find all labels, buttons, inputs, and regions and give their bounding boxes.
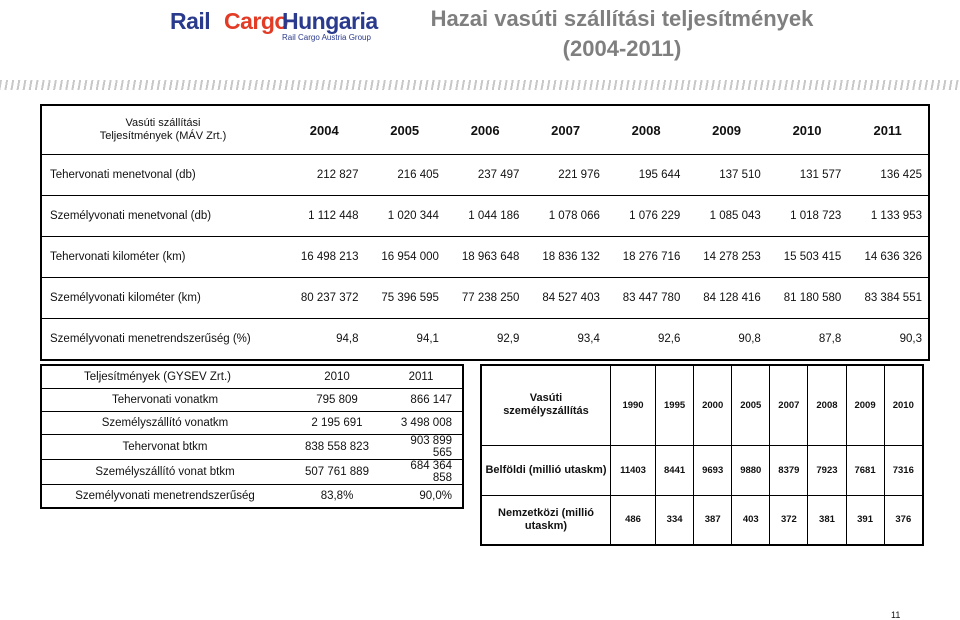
page-title-line1: Hazai vasúti szállítási teljesítmények (430, 6, 814, 31)
table-cell: 403 (732, 495, 770, 545)
table-header-label (41, 105, 284, 155)
table-cell: 18 963 648 (445, 237, 525, 278)
table-cell: 80 237 372 (284, 278, 364, 319)
page-title-line2: (2004-2011) (562, 36, 682, 61)
row-label: Személyvonati menetvonal (db) (41, 196, 284, 237)
table-cell: 195 644 (606, 155, 686, 196)
table-cell: 136 425 (847, 155, 929, 196)
table-cell: 212 827 (284, 155, 364, 196)
logo-subtitle: Rail Cargo Austria Group (282, 33, 371, 42)
table-cell: 1 044 186 (445, 196, 525, 237)
gysev-performance-table (40, 364, 464, 509)
header-label-line1: Vasúti szállítási (125, 117, 201, 129)
page-number: 11 (891, 610, 901, 620)
table-cell: 14 636 326 (847, 237, 929, 278)
table-cell: 2 195 691 (288, 412, 386, 435)
year-header: 2010 (288, 365, 386, 389)
table-cell: 391 (846, 495, 884, 545)
table-cell: 216 405 (364, 155, 444, 196)
header-label-line2: Teljesítmények (MÁV Zrt.) (99, 130, 227, 142)
row-label-line1: Belföldi (millió utaskm) (485, 463, 607, 476)
mav-performance-table (40, 104, 930, 361)
table-cell: 684 364 858 (386, 460, 463, 485)
table-cell: 486 (611, 495, 656, 545)
table-header-label (481, 365, 611, 445)
row-label: Tehervonati vonatkm (41, 389, 288, 412)
table-cell: 77 238 250 (445, 278, 525, 319)
logo-hungaria-text: Hungaria (282, 8, 378, 34)
table-cell: 507 761 889 (288, 460, 386, 485)
table-cell: 237 497 (445, 155, 525, 196)
table-cell: 94,1 (364, 319, 444, 361)
table-cell: 3 498 008 (386, 412, 463, 435)
table-row (41, 155, 929, 196)
table-row (41, 278, 929, 319)
year-header: 1990 (611, 365, 656, 445)
year-header: 2011 (847, 105, 929, 155)
year-header: 2005 (364, 105, 444, 155)
table-cell: 838 558 823 (288, 435, 386, 460)
table-cell: 7923 (808, 445, 846, 495)
table-cell: 1 085 043 (686, 196, 766, 237)
table-row (41, 435, 463, 460)
table-cell: 92,6 (606, 319, 686, 361)
row-label: Személyszállító vonatkm (41, 412, 288, 435)
table-cell: 1 020 344 (364, 196, 444, 237)
table-cell: 87,8 (767, 319, 847, 361)
table-cell: 93,4 (525, 319, 605, 361)
row-label-line1: Nemzetközi (millió (498, 506, 594, 519)
table-cell: 84 527 403 (525, 278, 605, 319)
table-header-row (481, 365, 923, 445)
table-cell: 9693 (694, 445, 732, 495)
logo-rail-text: Rail (170, 8, 211, 34)
row-label: Személyvonati kilométer (km) (41, 278, 284, 319)
table-row (481, 445, 923, 495)
table-header-label: Teljesítmények (GYSEV Zrt.) (41, 365, 288, 389)
table-cell: 795 809 (288, 389, 386, 412)
year-header: 2006 (445, 105, 525, 155)
table-cell: 90,8 (686, 319, 766, 361)
table-cell: 334 (656, 495, 694, 545)
table-cell: 7316 (884, 445, 923, 495)
table-cell: 381 (808, 495, 846, 545)
table-cell: 16 954 000 (364, 237, 444, 278)
table-cell: 14 278 253 (686, 237, 766, 278)
table-cell: 1 078 066 (525, 196, 605, 237)
row-label: Személyvonati menetrendszerűség (%) (41, 319, 284, 361)
table-row (481, 495, 923, 545)
year-header: 2011 (386, 365, 463, 389)
row-label: Személyvonati menetrendszerűség (41, 485, 288, 509)
page-title (392, 4, 852, 64)
row-label: Tehervonat btkm (41, 435, 288, 460)
table-cell: 15 503 415 (767, 237, 847, 278)
row-label-line2: utaskm) (524, 519, 568, 532)
table-cell: 83 447 780 (606, 278, 686, 319)
table-cell: 387 (694, 495, 732, 545)
table-cell: 1 112 448 (284, 196, 364, 237)
table-cell: 1 076 229 (606, 196, 686, 237)
year-header: 2010 (767, 105, 847, 155)
table-cell: 131 577 (767, 155, 847, 196)
table-cell: 18 276 716 (606, 237, 686, 278)
table-cell: 83,8% (288, 485, 386, 509)
year-header: 2008 (606, 105, 686, 155)
table-cell: 372 (770, 495, 808, 545)
row-label (481, 495, 611, 545)
table-cell: 11403 (611, 445, 656, 495)
year-header: 2009 (686, 105, 766, 155)
table-cell: 16 498 213 (284, 237, 364, 278)
header-label-line1: Vasúti (529, 392, 563, 405)
table-header-row (41, 105, 929, 155)
table-cell: 90,3 (847, 319, 929, 361)
table-cell: 94,8 (284, 319, 364, 361)
table-cell: 8441 (656, 445, 694, 495)
year-header: 2004 (284, 105, 364, 155)
table-cell: 83 384 551 (847, 278, 929, 319)
passenger-transport-table (480, 364, 924, 546)
table-cell: 1 018 723 (767, 196, 847, 237)
table-cell: 8379 (770, 445, 808, 495)
row-label (481, 445, 611, 495)
table-cell: 221 976 (525, 155, 605, 196)
row-label: Személyszállító vonat btkm (41, 460, 288, 485)
year-header: 2009 (846, 365, 884, 445)
year-header: 2005 (732, 365, 770, 445)
year-header: 2007 (770, 365, 808, 445)
row-label: Tehervonati menetvonal (db) (41, 155, 284, 196)
table-cell: 84 128 416 (686, 278, 766, 319)
table-row (41, 460, 463, 485)
row-label: Tehervonati kilométer (km) (41, 237, 284, 278)
table-row (41, 389, 463, 412)
table-cell: 81 180 580 (767, 278, 847, 319)
logo-cargo-text: Cargo (224, 8, 288, 34)
table-row (41, 412, 463, 435)
year-header: 2007 (525, 105, 605, 155)
table-cell: 1 133 953 (847, 196, 929, 237)
year-header: 1995 (656, 365, 694, 445)
table-header-row (41, 365, 463, 389)
header-label-line2: személyszállítás (503, 405, 589, 418)
table-row (41, 319, 929, 361)
company-logo (170, 8, 390, 44)
year-header: 2000 (694, 365, 732, 445)
year-header: 2008 (808, 365, 846, 445)
table-cell: 376 (884, 495, 923, 545)
table-cell: 75 396 595 (364, 278, 444, 319)
year-header: 2010 (884, 365, 923, 445)
table-cell: 137 510 (686, 155, 766, 196)
table-row (41, 237, 929, 278)
table-cell: 9880 (732, 445, 770, 495)
table-row (41, 196, 929, 237)
table-cell: 90,0% (386, 485, 463, 509)
table-cell: 903 899 565 (386, 435, 463, 460)
table-cell: 7681 (846, 445, 884, 495)
table-cell: 92,9 (445, 319, 525, 361)
table-row (41, 485, 463, 509)
decorative-stripe (0, 80, 960, 90)
table-cell: 18 836 132 (525, 237, 605, 278)
table-cell: 866 147 (386, 389, 463, 412)
